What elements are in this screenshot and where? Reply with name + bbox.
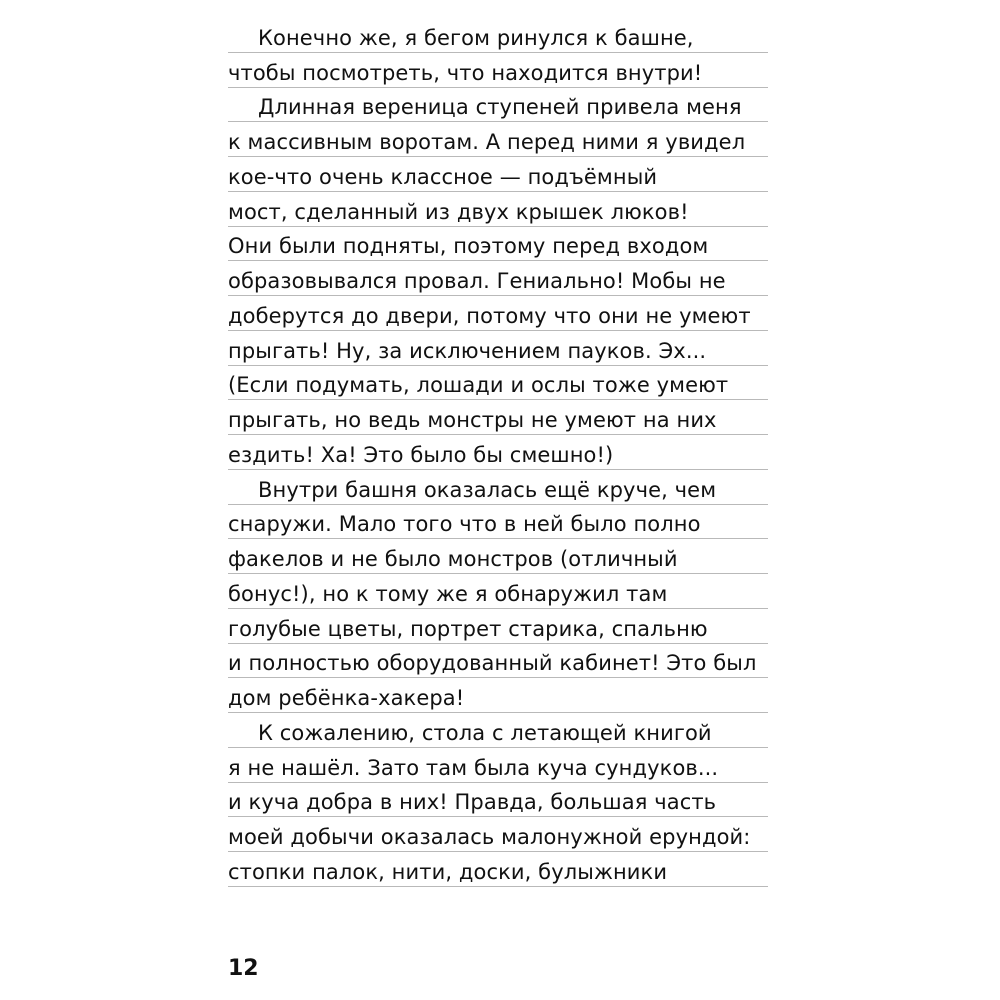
text-line-content: мост, сделанный из двух крышек люков! xyxy=(228,199,689,224)
text-line-content: Длинная вереница ступеней привела меня xyxy=(258,95,742,120)
text-line xyxy=(228,331,768,366)
text-line-content: ездить! Ха! Это было бы смешно!) xyxy=(228,442,614,467)
text-line xyxy=(228,713,768,748)
text-line-content: дом ребёнка-хакера! xyxy=(228,686,465,710)
text-line xyxy=(228,505,768,540)
text-line xyxy=(228,53,768,88)
text-line xyxy=(228,678,768,713)
text-line-content: (Если подумать, лошади и ослы тоже умеют xyxy=(228,373,729,398)
text-line xyxy=(228,18,768,53)
text-line xyxy=(228,192,768,227)
text-line xyxy=(228,88,768,123)
text-line xyxy=(228,539,768,574)
text-line-content: К сожалению, стола с летающей книгой xyxy=(258,720,712,745)
text-line xyxy=(228,470,768,505)
text-line xyxy=(228,783,768,818)
text-line xyxy=(228,296,768,331)
text-line xyxy=(228,644,768,679)
text-line-content: снаружи. Мало того что в ней было полно xyxy=(228,512,701,537)
text-line xyxy=(228,261,768,296)
text-line-content: чтобы посмотреть, что находится внутри! xyxy=(228,60,703,85)
text-line xyxy=(228,435,768,470)
text-line-content: прыгать! Ну, за исключением пауков. Эх... xyxy=(228,338,707,363)
text-line-content: Конечно же, я бегом ринулся к башне, xyxy=(258,25,694,50)
page-number: 12 xyxy=(228,956,259,981)
text-line-content: Внутри башня оказалась ещё круче, чем xyxy=(258,477,717,502)
text-line xyxy=(228,227,768,262)
text-line-content: образовывался провал. Гениально! Мобы не xyxy=(228,269,726,293)
text-line-content: к массивным воротам. А перед ними я увидел xyxy=(228,130,746,154)
text-line-content: бонус!), но к тому же я обнаружил там xyxy=(228,581,668,606)
text-line xyxy=(228,817,768,852)
text-line xyxy=(228,400,768,435)
text-line-content: стопки палок, нити, доски, булыжники xyxy=(228,859,668,884)
text-line-content: доберутся до двери, потому что они не умеют xyxy=(228,303,751,328)
text-line-content: и полностью оборудованный кабинет! Это был xyxy=(228,651,757,676)
text-line xyxy=(228,122,768,157)
text-line-content: я не нашёл. Зато там была куча сундуков... xyxy=(228,755,719,780)
text-line-content: Они были подняты, поэтому перед входом xyxy=(228,234,709,259)
text-line xyxy=(228,157,768,192)
text-line xyxy=(228,366,768,401)
text-line xyxy=(228,609,768,644)
text-line-content: прыгать, но ведь монстры не умеют на них xyxy=(228,408,717,432)
text-line-content: кое-что очень классное — подъёмный xyxy=(228,164,658,189)
text-line xyxy=(228,852,768,887)
text-line-content: моей добычи оказалась малонужной ерундой: xyxy=(228,825,751,849)
text-line-content: факелов и не было монстров (отличный xyxy=(228,547,678,571)
text-line xyxy=(228,574,768,609)
text-line-content: голубые цветы, портрет старика, спальню xyxy=(228,616,708,641)
text-line-content: и куча добра в них! Правда, большая часть xyxy=(228,790,717,815)
ruled-text-block xyxy=(228,18,768,887)
text-line xyxy=(228,748,768,783)
